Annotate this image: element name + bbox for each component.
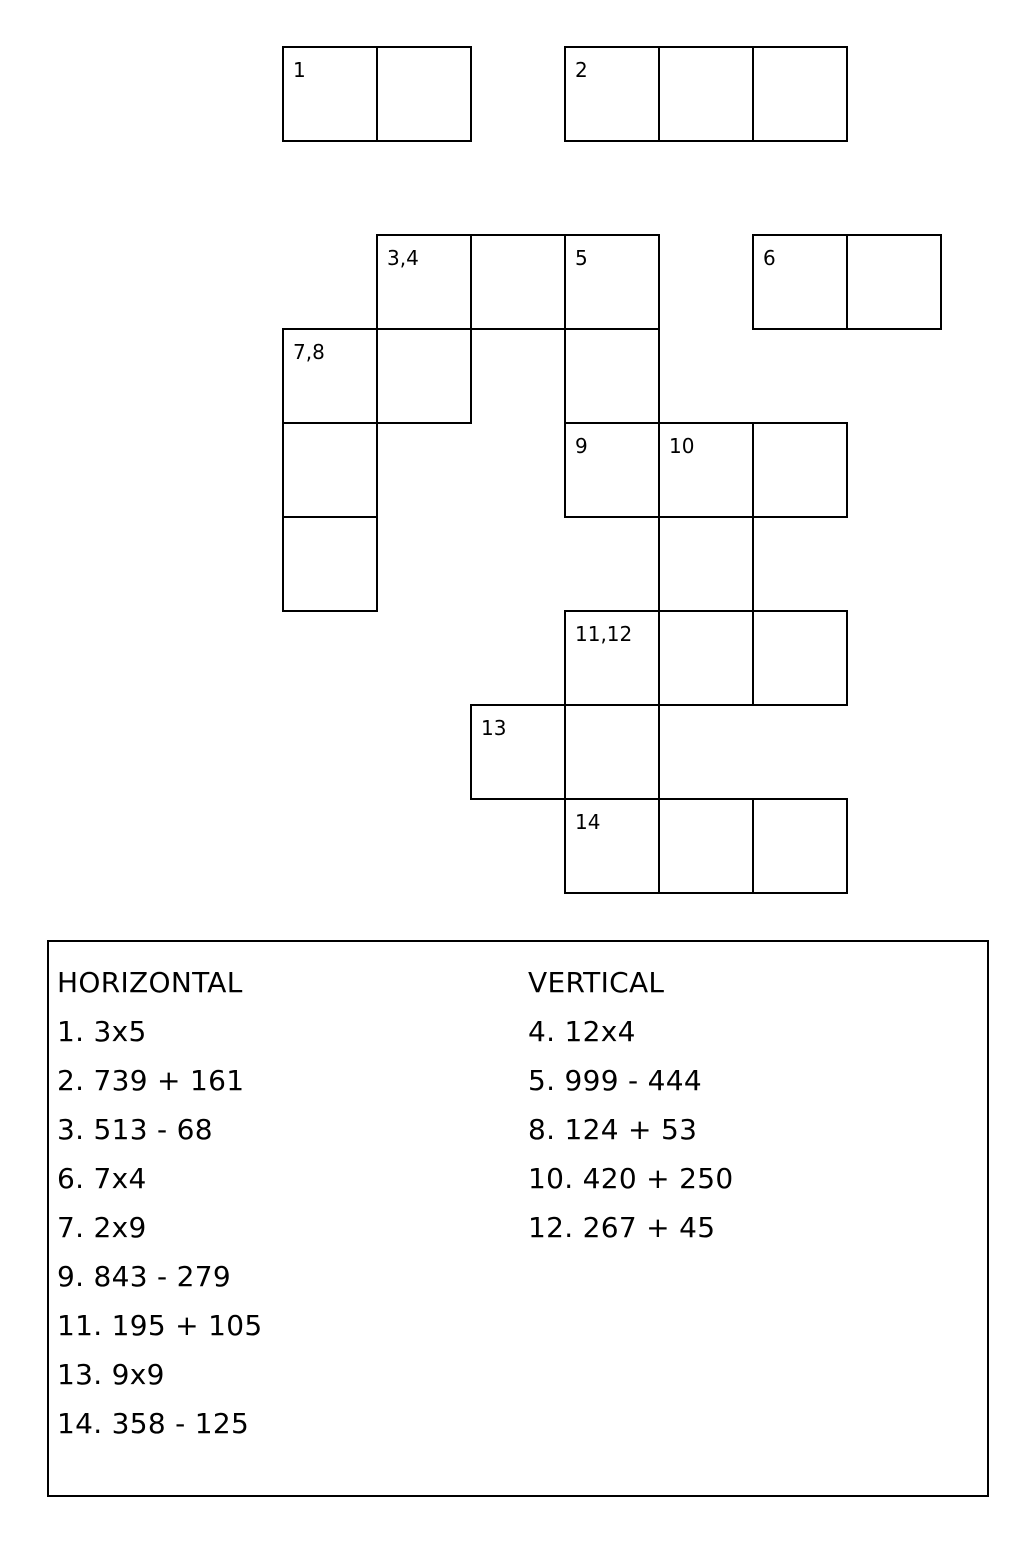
crossword-cell[interactable] xyxy=(564,328,660,424)
crossword-cell-11-12[interactable] xyxy=(564,610,660,706)
horizontal-heading: HORIZONTAL xyxy=(57,966,243,999)
crossword-cell[interactable] xyxy=(846,234,942,330)
crossword-cell[interactable] xyxy=(752,46,848,142)
clue-horizontal-9: 9. 843 - 279 xyxy=(57,1260,232,1293)
cell-number: 9 xyxy=(575,434,588,458)
crossword-cell-10[interactable] xyxy=(658,422,754,518)
clue-vertical-4: 4. 12x4 xyxy=(528,1015,636,1048)
crossword-cell[interactable] xyxy=(376,328,472,424)
crossword-cell[interactable] xyxy=(752,798,848,894)
clue-horizontal-6: 6. 7x4 xyxy=(57,1162,147,1195)
horizontal-clues xyxy=(57,958,262,1448)
clue-vertical-12: 12. 267 + 45 xyxy=(528,1211,716,1244)
clue-vertical-8: 8. 124 + 53 xyxy=(528,1113,698,1146)
cell-number: 1 xyxy=(293,58,306,82)
crossword-cell-6[interactable] xyxy=(752,234,848,330)
crossword-cell[interactable] xyxy=(658,798,754,894)
cell-number: 13 xyxy=(481,716,507,740)
crossword-cell-14[interactable] xyxy=(564,798,660,894)
crossword-cell[interactable] xyxy=(658,516,754,612)
crossword-cell-13[interactable] xyxy=(470,704,566,800)
crossword-cell-2[interactable] xyxy=(564,46,660,142)
crossword-cell[interactable] xyxy=(658,46,754,142)
clue-horizontal-1: 1. 3x5 xyxy=(57,1015,147,1048)
clue-vertical-5: 5. 999 - 444 xyxy=(528,1064,703,1097)
clue-horizontal-2: 2. 739 + 161 xyxy=(57,1064,245,1097)
clue-horizontal-14: 14. 358 - 125 xyxy=(57,1407,250,1440)
clue-box xyxy=(47,940,989,1497)
clue-horizontal-7: 7. 2x9 xyxy=(57,1211,147,1244)
crossword-cell[interactable] xyxy=(752,422,848,518)
cell-number: 5 xyxy=(575,246,588,270)
crossword-cell-5[interactable] xyxy=(564,234,660,330)
cell-number: 11,12 xyxy=(575,622,633,646)
vertical-heading: VERTICAL xyxy=(528,966,665,999)
crossword-cell-1[interactable] xyxy=(282,46,378,142)
crossword-cell[interactable] xyxy=(470,234,566,330)
clue-horizontal-11: 11. 195 + 105 xyxy=(57,1309,263,1342)
crossword-cell[interactable] xyxy=(564,704,660,800)
cell-number: 6 xyxy=(763,246,776,270)
vertical-clues xyxy=(528,958,733,1252)
crossword-cell-3-4[interactable] xyxy=(376,234,472,330)
cell-number: 14 xyxy=(575,810,601,834)
cell-number: 7,8 xyxy=(293,340,325,364)
cell-number: 3,4 xyxy=(387,246,419,270)
crossword-cell[interactable] xyxy=(752,610,848,706)
crossword-cell[interactable] xyxy=(282,516,378,612)
crossword-cell[interactable] xyxy=(376,46,472,142)
cell-number: 10 xyxy=(669,434,695,458)
crossword-cell-9[interactable] xyxy=(564,422,660,518)
clue-horizontal-13: 13. 9x9 xyxy=(57,1358,165,1391)
cell-number: 2 xyxy=(575,58,588,82)
clue-horizontal-3: 3. 513 - 68 xyxy=(57,1113,213,1146)
crossword-cell[interactable] xyxy=(658,610,754,706)
crossword-cell-7-8[interactable] xyxy=(282,328,378,424)
clue-vertical-10: 10. 420 + 250 xyxy=(528,1162,734,1195)
crossword-cell[interactable] xyxy=(282,422,378,518)
